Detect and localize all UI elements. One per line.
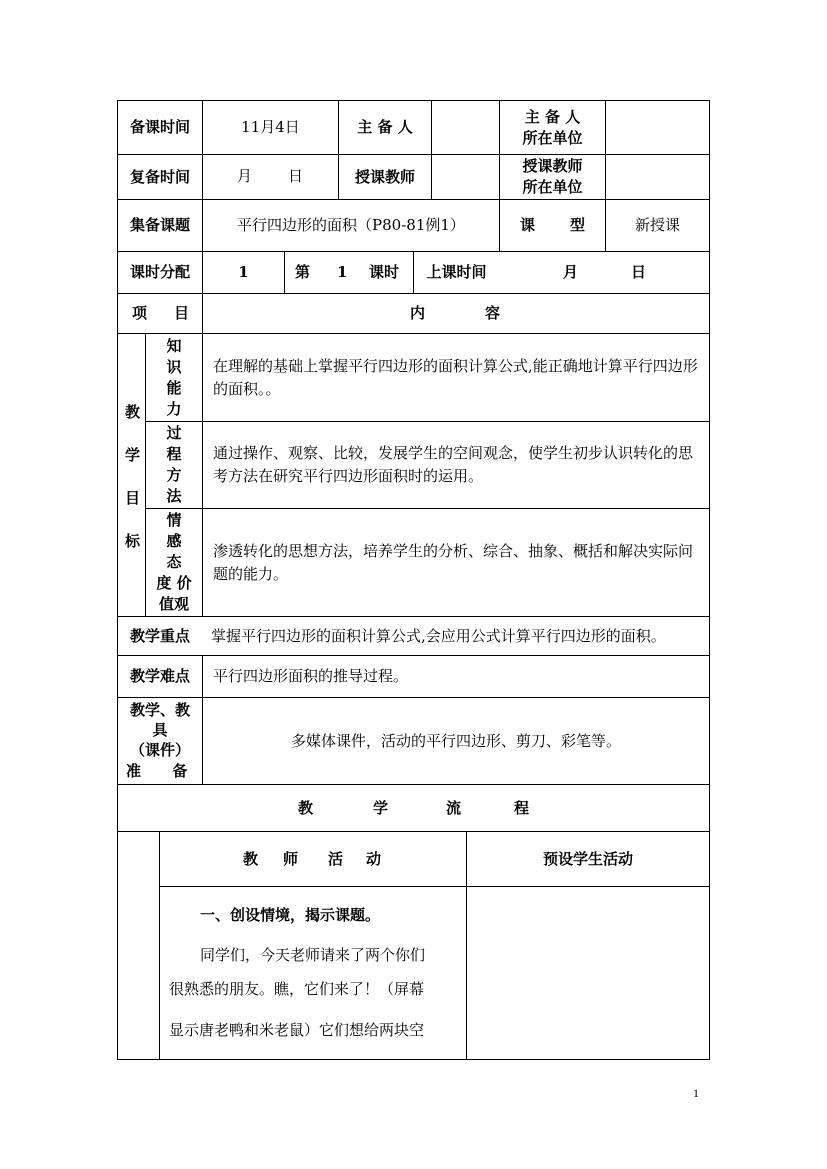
prep-time-value: 11月4日: [241, 118, 300, 136]
flow-title: [118, 785, 709, 831]
student-activity-header: 预设学生活动: [542, 849, 633, 868]
emotion-line-1: 情: [166, 511, 182, 529]
materials-line-1: 教学、教: [129, 701, 190, 719]
teacher-unit-value[interactable]: [606, 155, 709, 199]
content-header: [203, 294, 709, 333]
objectives-char-3: 目: [125, 489, 141, 507]
period-value: 1: [238, 263, 249, 281]
nth-period: [285, 252, 413, 293]
knowledge-char-2: 识: [166, 357, 182, 376]
lead-unit-value[interactable]: [606, 101, 709, 154]
teacher-value[interactable]: [432, 155, 499, 199]
emotion-line-4: 度 价: [156, 574, 192, 592]
process-char-2: 程: [166, 445, 182, 463]
materials-line-3: （课件）: [129, 741, 190, 759]
section-heading: 一、创设情境，揭示课题。: [200, 906, 381, 924]
class-time-value: [500, 252, 709, 293]
process-char-4: 法: [166, 487, 182, 505]
process-char-1: 过: [166, 424, 182, 442]
lesson-type-label-1: 课: [520, 216, 536, 234]
emotion-line-3: 态: [166, 553, 182, 571]
review-time-value: [203, 155, 338, 199]
materials-text: 多媒体课件，活动的平行四边形、剪刀、彩笔等。: [290, 731, 621, 750]
objectives-group-label: [118, 334, 145, 616]
teacher-activity-header: [160, 832, 466, 886]
difficulty-text: 平行四边形面积的推导过程。: [213, 667, 409, 685]
lead-preparer-value[interactable]: [432, 101, 499, 154]
emotion-text-body: 渗透转化的思想方法，培养学生的分析、综合、抽象、概括和解决实际问题的能力。: [213, 541, 694, 583]
flow-title-2: 学: [373, 799, 389, 817]
lead-unit-label-line1: 主 备 人: [524, 107, 581, 126]
teacher-header-2: 师: [283, 850, 299, 868]
knowledge-text: [203, 334, 709, 421]
knowledge-char-3: 能: [166, 378, 182, 397]
item-header-1: 项: [132, 304, 148, 322]
nth-unit: 课时: [369, 263, 400, 281]
teacher-activity-body: [160, 887, 466, 1059]
content-header-2: 容: [485, 304, 501, 322]
lesson-type-label: [500, 200, 605, 251]
key-point-label: 教学重点: [129, 626, 190, 645]
student-activity-body[interactable]: [467, 887, 709, 1059]
objectives-char-4: 标: [125, 532, 141, 550]
body-line-2: 很熟悉的朋友。瞧，它们来了！（屏幕: [169, 980, 425, 998]
teacher-header-1: 教: [243, 850, 259, 868]
class-day: 日: [631, 263, 647, 281]
teacher-unit-label-line2: 所在单位: [522, 178, 583, 196]
materials-label: [118, 698, 202, 784]
item-header-2: 目: [174, 304, 190, 322]
period-label: 课时分配: [129, 263, 190, 281]
body-line-1: 同学们，今天老师请来了两个你们: [200, 946, 426, 964]
emotion-text: [203, 509, 709, 616]
teacher-header-3: 活: [328, 850, 344, 868]
objectives-char-2: 学: [125, 446, 141, 464]
class-time-label: 上课时间: [426, 263, 487, 281]
flow-title-4: 程: [514, 799, 530, 817]
lesson-type-value: 新授课: [634, 216, 680, 234]
topic-value: 平行四边形的面积（P80-81例1）: [237, 216, 465, 234]
knowledge-text-body: 在理解的基础上掌握平行四边形的面积计算公式,能正确地计算平行四边形的面积。。: [213, 356, 698, 398]
lead-unit-label-line2: 所在单位: [522, 128, 583, 147]
teacher-header-4: 动: [366, 850, 382, 868]
lead-preparer-label: 主 备 人: [357, 118, 413, 136]
teacher-unit-label: [500, 155, 605, 199]
nth-label: 第: [295, 263, 311, 281]
review-month: 月: [237, 167, 253, 185]
body-line-3: 显示唐老鸭和米老鼠）它们想给两块空: [169, 1021, 425, 1039]
knowledge-label: [146, 334, 202, 421]
prep-time-label: 备课时间: [129, 118, 190, 136]
class-month: 月: [563, 263, 579, 281]
teacher-unit-label-line1: 授课教师: [522, 157, 583, 175]
lesson-type-label-2: 型: [570, 216, 586, 234]
knowledge-char-4: 力: [166, 399, 182, 418]
content-header-1: 内: [410, 304, 426, 322]
key-point-text: 掌握平行四边形的面积计算公式,会应用公式计算平行四边形的面积。: [211, 626, 666, 645]
knowledge-char-1: 知: [166, 336, 182, 355]
lead-unit-label: [500, 101, 605, 154]
page-number: 1: [693, 1086, 699, 1100]
emotion-line-5: 值观: [158, 595, 189, 613]
review-time-label: 复备时间: [129, 167, 190, 186]
process-label: [146, 422, 202, 508]
review-day: 日: [288, 167, 304, 185]
emotion-label: [146, 509, 202, 616]
process-text: [203, 422, 709, 508]
flow-title-3: 流: [446, 799, 462, 817]
item-header: [118, 294, 202, 333]
difficulty-label: 教学难点: [129, 667, 190, 685]
topic-label: 集备课题: [129, 216, 190, 234]
materials-line-2: 具: [152, 721, 168, 739]
materials-line-4: 准 备: [126, 762, 188, 780]
teacher-label: 授课教师: [354, 167, 415, 186]
process-char-3: 方: [166, 466, 182, 484]
nth-value: 1: [337, 263, 348, 281]
emotion-line-2: 感: [166, 532, 182, 550]
process-text-body: 通过操作、观察、比较，发展学生的空间观念，使学生初步认识转化的思考方法在研究平行四边形面积时的运用。: [213, 444, 694, 485]
flow-title-1: 教: [298, 799, 314, 817]
objectives-char-1: 教: [125, 403, 141, 421]
